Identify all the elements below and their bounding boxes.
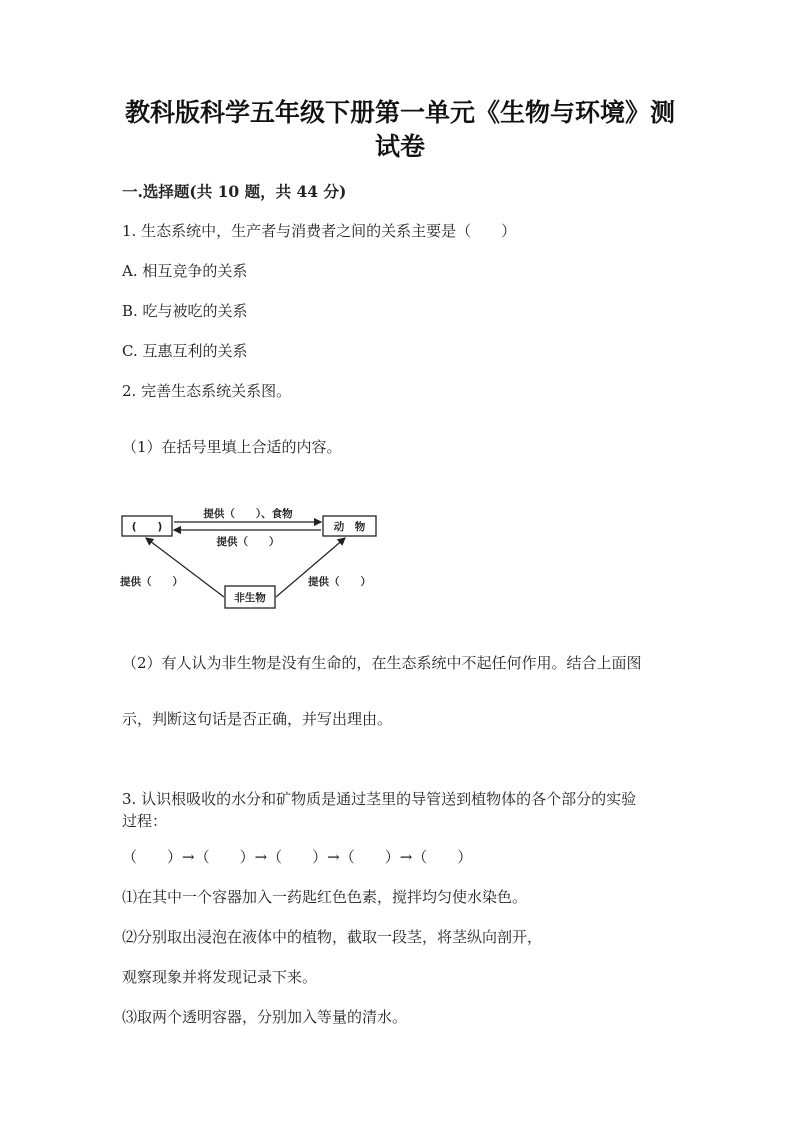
question-3-step-2-cont: 观察现象并将发现记录下来。 xyxy=(122,968,318,986)
title-line-2: 试卷 xyxy=(374,132,425,161)
question-1-option-c[interactable]: C. 互惠互利的关系 xyxy=(122,342,248,360)
producer-box-label: ( ) xyxy=(131,521,163,533)
page-title xyxy=(100,96,700,164)
question-3-step-3: ⑶取两个透明容器，分别加入等量的清水。 xyxy=(122,1008,408,1026)
question-2-part-2-line-2: 示，判断这句话是否正确，并写出理由。 xyxy=(122,710,393,728)
section-heading: 一.选择题(共 10 题，共 44 分) xyxy=(122,182,347,201)
question-2-part-1: （1）在括号里填上合适的内容。 xyxy=(122,438,342,456)
right-arrow-label: 提供（ ） xyxy=(308,576,371,588)
question-3-step-1: ⑴在其中一个容器加入一药匙红色色素，搅拌均匀使水染色。 xyxy=(122,888,528,906)
title-line-1: 教科版科学五年级下册第一单元《生物与环境》测 xyxy=(124,98,675,127)
question-3-sequence[interactable]: （ ）→（ ）→（ ）→（ ）→（ ） xyxy=(122,848,473,866)
question-3-step-2: ⑵分别取出浸泡在液体中的植物，截取一段茎，将茎纵向剖开， xyxy=(122,928,543,946)
top-arrow-label: 提供（ ）、食物 xyxy=(203,508,293,520)
ecosystem-diagram xyxy=(110,500,400,620)
question-2-part-2-line-1: （2）有人认为非生物是没有生命的，在生态系统中不起任何作用。结合上面图 xyxy=(122,654,642,672)
arrow-nonliving-to-producer xyxy=(146,538,224,597)
question-3-stem-line-2: 过程： xyxy=(122,812,168,830)
nonliving-box-label: 非生物 xyxy=(234,592,266,604)
left-arrow-label: 提供（ ） xyxy=(120,576,183,588)
arrow-nonliving-to-animal xyxy=(276,538,345,597)
animal-box-label: 动 物 xyxy=(333,521,366,533)
question-1-option-a[interactable]: A. 相互竞争的关系 xyxy=(122,262,248,280)
question-1-option-b[interactable]: B. 吃与被吃的关系 xyxy=(122,302,248,320)
middle-arrow-label: 提供（ ） xyxy=(216,536,280,548)
question-1-stem: 1. 生态系统中，生产者与消费者之间的关系主要是（ ） xyxy=(122,222,517,240)
question-3-stem-line-1: 3. 认识根吸收的水分和矿物质是通过茎里的导管送到植物体的各个部分的实验 xyxy=(122,790,637,808)
question-2-stem: 2. 完善生态系统关系图。 xyxy=(122,382,292,400)
